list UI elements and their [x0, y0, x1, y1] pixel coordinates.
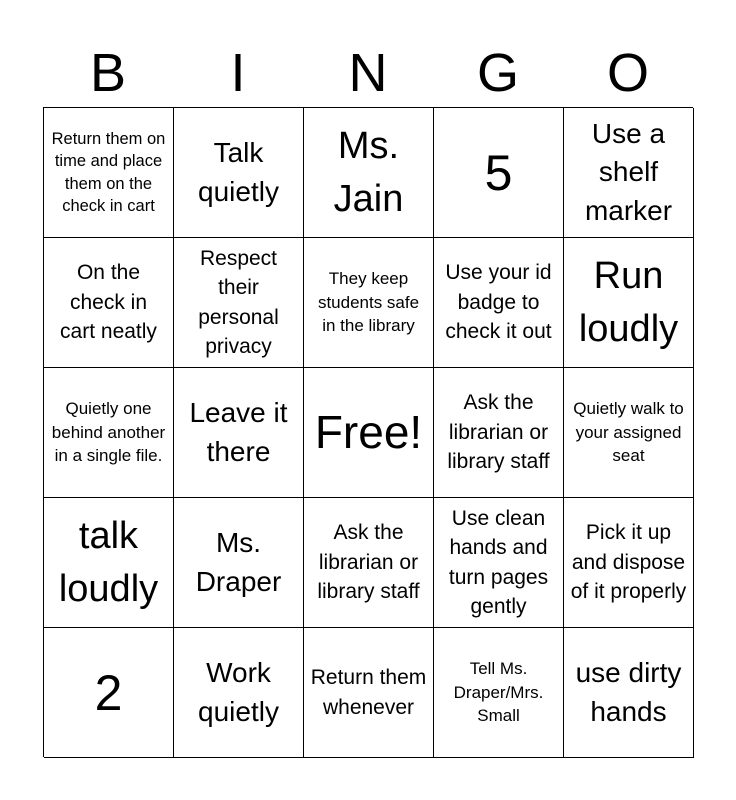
- cell-text: Quietly walk to your assigned seat: [573, 398, 684, 466]
- bingo-cell[interactable]: [44, 628, 174, 758]
- cell-text: Quietly one behind another in a single file.: [51, 398, 166, 466]
- cell-text: Ask the librarian or library staff: [317, 521, 420, 604]
- bingo-cell[interactable]: [434, 368, 564, 498]
- bingo-cell[interactable]: [434, 238, 564, 368]
- bingo-cell[interactable]: [564, 628, 694, 758]
- cell-text: Ms. Jain: [333, 125, 404, 220]
- cell-text: Respect their personal privacy: [198, 246, 279, 358]
- cell-text: Tell Ms. Draper/Mrs. Small: [453, 658, 544, 726]
- header-letter-b: B: [89, 43, 127, 103]
- cell-text: Use your id badge to check it out: [445, 261, 552, 344]
- bingo-cell[interactable]: [174, 368, 304, 498]
- cell-text: Return them on time and place them on the check in cart: [51, 129, 166, 215]
- bingo-cell[interactable]: [174, 108, 304, 238]
- cell-text: talk loudly: [58, 515, 159, 610]
- header-letter-n: N: [348, 43, 388, 103]
- free-space-text: Free!: [314, 405, 423, 458]
- bingo-board: [43, 107, 693, 757]
- header-letter-g: G: [476, 43, 519, 103]
- bingo-cell[interactable]: [304, 238, 434, 368]
- cell-text: Ms. Draper: [195, 526, 282, 597]
- cell-text: 2: [94, 664, 123, 721]
- bingo-cell[interactable]: [44, 108, 174, 238]
- cell-text: Talk quietly: [198, 136, 279, 207]
- bingo-cell[interactable]: [434, 498, 564, 628]
- cell-text: use dirty hands: [575, 656, 682, 727]
- bingo-cell[interactable]: [304, 628, 434, 758]
- cell-text: 5: [484, 144, 513, 201]
- bingo-cell[interactable]: [564, 498, 694, 628]
- bingo-cell[interactable]: [434, 108, 564, 238]
- bingo-cell[interactable]: [304, 498, 434, 628]
- cell-text: Work quietly: [198, 656, 279, 727]
- bingo-cell[interactable]: [174, 628, 304, 758]
- header-letter-i: I: [230, 43, 246, 103]
- cell-text: Leave it there: [189, 396, 288, 467]
- bingo-cell[interactable]: [44, 498, 174, 628]
- bingo-cell[interactable]: [564, 108, 694, 238]
- bingo-cell-free[interactable]: [304, 368, 434, 498]
- cell-text: They keep students safe in the library: [317, 268, 420, 336]
- bingo-cell[interactable]: [44, 238, 174, 368]
- bingo-cell[interactable]: [174, 238, 304, 368]
- cell-text: Use a shelf marker: [584, 117, 673, 226]
- header-letter-o: O: [606, 43, 649, 103]
- bingo-header: [43, 40, 693, 106]
- bingo-cell[interactable]: [564, 368, 694, 498]
- bingo-cell[interactable]: [44, 368, 174, 498]
- cell-text: Run loudly: [578, 255, 679, 350]
- cell-text: Use clean hands and turn pages gently: [448, 506, 549, 618]
- bingo-cell[interactable]: [304, 108, 434, 238]
- cell-text: Ask the librarian or library staff: [447, 391, 550, 474]
- cell-text: Return them whenever: [310, 666, 427, 719]
- bingo-cell[interactable]: [174, 498, 304, 628]
- bingo-cell[interactable]: [564, 238, 694, 368]
- cell-text: On the check in cart neatly: [60, 261, 157, 344]
- bingo-cell[interactable]: [434, 628, 564, 758]
- cell-text: Pick it up and dispose of it properly: [570, 521, 687, 604]
